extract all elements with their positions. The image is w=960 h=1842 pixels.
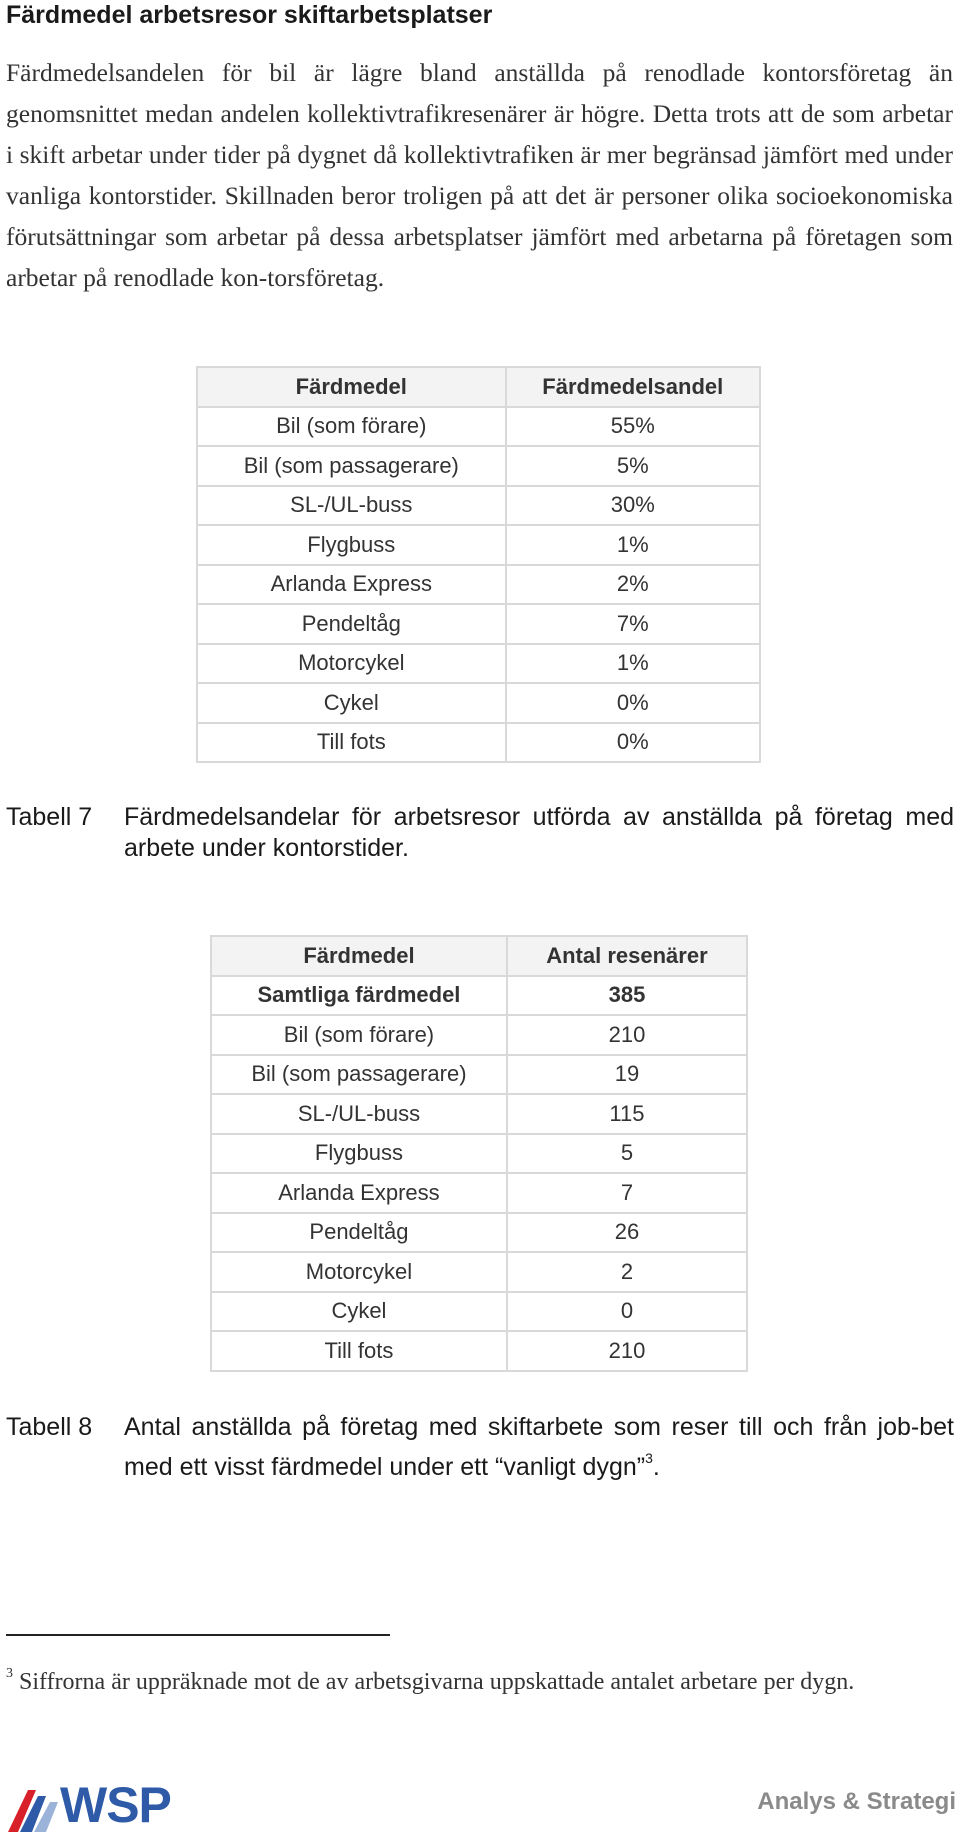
footnote-marker: 3 (6, 1666, 13, 1681)
table-cell: Cykel (197, 683, 506, 723)
column-header: Färdmedelsandel (506, 367, 760, 407)
table-cell: 1% (506, 525, 760, 565)
table-row (211, 1292, 747, 1332)
table-7 (196, 366, 761, 763)
table-cell: Bil (som passagerare) (211, 1055, 507, 1095)
table-cell: SL-/UL-buss (211, 1094, 507, 1134)
table-cell: 2 (507, 1252, 747, 1292)
table-cell: Motorcykel (197, 644, 506, 684)
table-cell: Arlanda Express (197, 565, 506, 605)
table-cell: 7 (507, 1173, 747, 1213)
table-row (197, 407, 760, 447)
table-cell: 19 (507, 1055, 747, 1095)
column-header: Färdmedel (197, 367, 506, 407)
table-cell: 2% (506, 565, 760, 605)
table-row (211, 1015, 747, 1055)
footnote-reference: 3 (645, 1450, 653, 1466)
table-row (197, 683, 760, 723)
table-cell: Flygbuss (211, 1134, 507, 1174)
table-cell: 210 (507, 1015, 747, 1055)
caption-text: Antal anställda på företag med skiftarbete som reser till och från job-bet med ett visst färdmedel under ett “vanligt dygn” (124, 1413, 954, 1481)
table-row (211, 1134, 747, 1174)
footer-department: Analys & Strategi (757, 1788, 956, 1815)
table-cell: 26 (507, 1213, 747, 1253)
table-row (211, 1252, 747, 1292)
table-cell: 385 (507, 976, 747, 1016)
caption-label: Tabell 8 (6, 1413, 93, 1441)
table-cell: 0 (507, 1292, 747, 1332)
table-row (197, 446, 760, 486)
table-header-row (211, 936, 747, 976)
table-cell: 30% (506, 486, 760, 526)
table-cell: Flygbuss (197, 525, 506, 565)
table-cell: Motorcykel (211, 1252, 507, 1292)
table-cell: Pendeltåg (197, 604, 506, 644)
table-row (211, 1213, 747, 1253)
caption-end: . (652, 1453, 660, 1481)
table-row (197, 565, 760, 605)
table-8 (210, 935, 748, 1372)
table-cell: Samtliga färdmedel (211, 976, 507, 1016)
table-cell: Cykel (211, 1292, 507, 1332)
table-cell: SL-/UL-buss (197, 486, 506, 526)
table-row (211, 1055, 747, 1095)
table-row (211, 1331, 747, 1371)
column-header: Färdmedel (211, 936, 507, 976)
table-cell: 55% (506, 407, 760, 447)
section-heading: Färdmedel arbetsresor skiftarbetsplatser (6, 1, 493, 29)
wsp-logo (6, 1776, 196, 1834)
table-cell: Pendeltåg (211, 1213, 507, 1253)
footnote (6, 1659, 956, 1697)
table-cell: 0% (506, 683, 760, 723)
table-row (211, 1094, 747, 1134)
table-cell: Bil (som förare) (211, 1015, 507, 1055)
table-row (197, 486, 760, 526)
column-header: Antal resenärer (507, 936, 747, 976)
table-cell: 5 (507, 1134, 747, 1174)
table-cell: 7% (506, 604, 760, 644)
table-row (211, 1173, 747, 1213)
table-row-total (211, 976, 747, 1016)
caption-label: Tabell 7 (6, 803, 93, 831)
footnote-text: Siffrorna är uppräknade mot de av arbetsgivarna uppskattade antalet arbetare per dygn. (19, 1669, 855, 1695)
table-row (197, 604, 760, 644)
table-cell: Till fots (197, 723, 506, 763)
intro-paragraph: Färdmedelsandelen för bil är lägre bland anställda på renodlade kontorsföretag än genomsnittet medan andelen kollektivtrafikresenärer är högre. Detta trots att de som arbetar i skift arbetar under tider på dygnet då kollektivtrafiken är mer begränsad jämfört med under vanliga kontorstider. Skillnaden beror troligen på att det är personer olika socioekonomiska förutsättningar som arbetar på dessa arbetsplatser jämfört med arbetarna på företagen som arbetar på renodlade kon-torsföretag. (6, 58, 953, 292)
table-cell: 210 (507, 1331, 747, 1371)
table-cell: 5% (506, 446, 760, 486)
table-header-row (197, 367, 760, 407)
table-cell: 1% (506, 644, 760, 684)
logo-text: WSP (60, 1777, 171, 1833)
table-cell: Till fots (211, 1331, 507, 1371)
footnote-divider (6, 1634, 390, 1636)
logo-mark-icon (6, 1776, 60, 1834)
caption-text-wrapper (124, 1412, 954, 1483)
table-cell: 0% (506, 723, 760, 763)
table-8-caption (6, 1412, 954, 1482)
table-row (197, 644, 760, 684)
table-cell: Arlanda Express (211, 1173, 507, 1213)
caption-text: Färdmedelsandelar för arbetsresor utförda av anställda på företag med arbete under kontorstider. (124, 803, 954, 862)
table-row (197, 723, 760, 763)
table-cell: 115 (507, 1094, 747, 1134)
table-row (197, 525, 760, 565)
table-cell: Bil (som passagerare) (197, 446, 506, 486)
table-7-caption (6, 802, 954, 872)
table-cell: Bil (som förare) (197, 407, 506, 447)
